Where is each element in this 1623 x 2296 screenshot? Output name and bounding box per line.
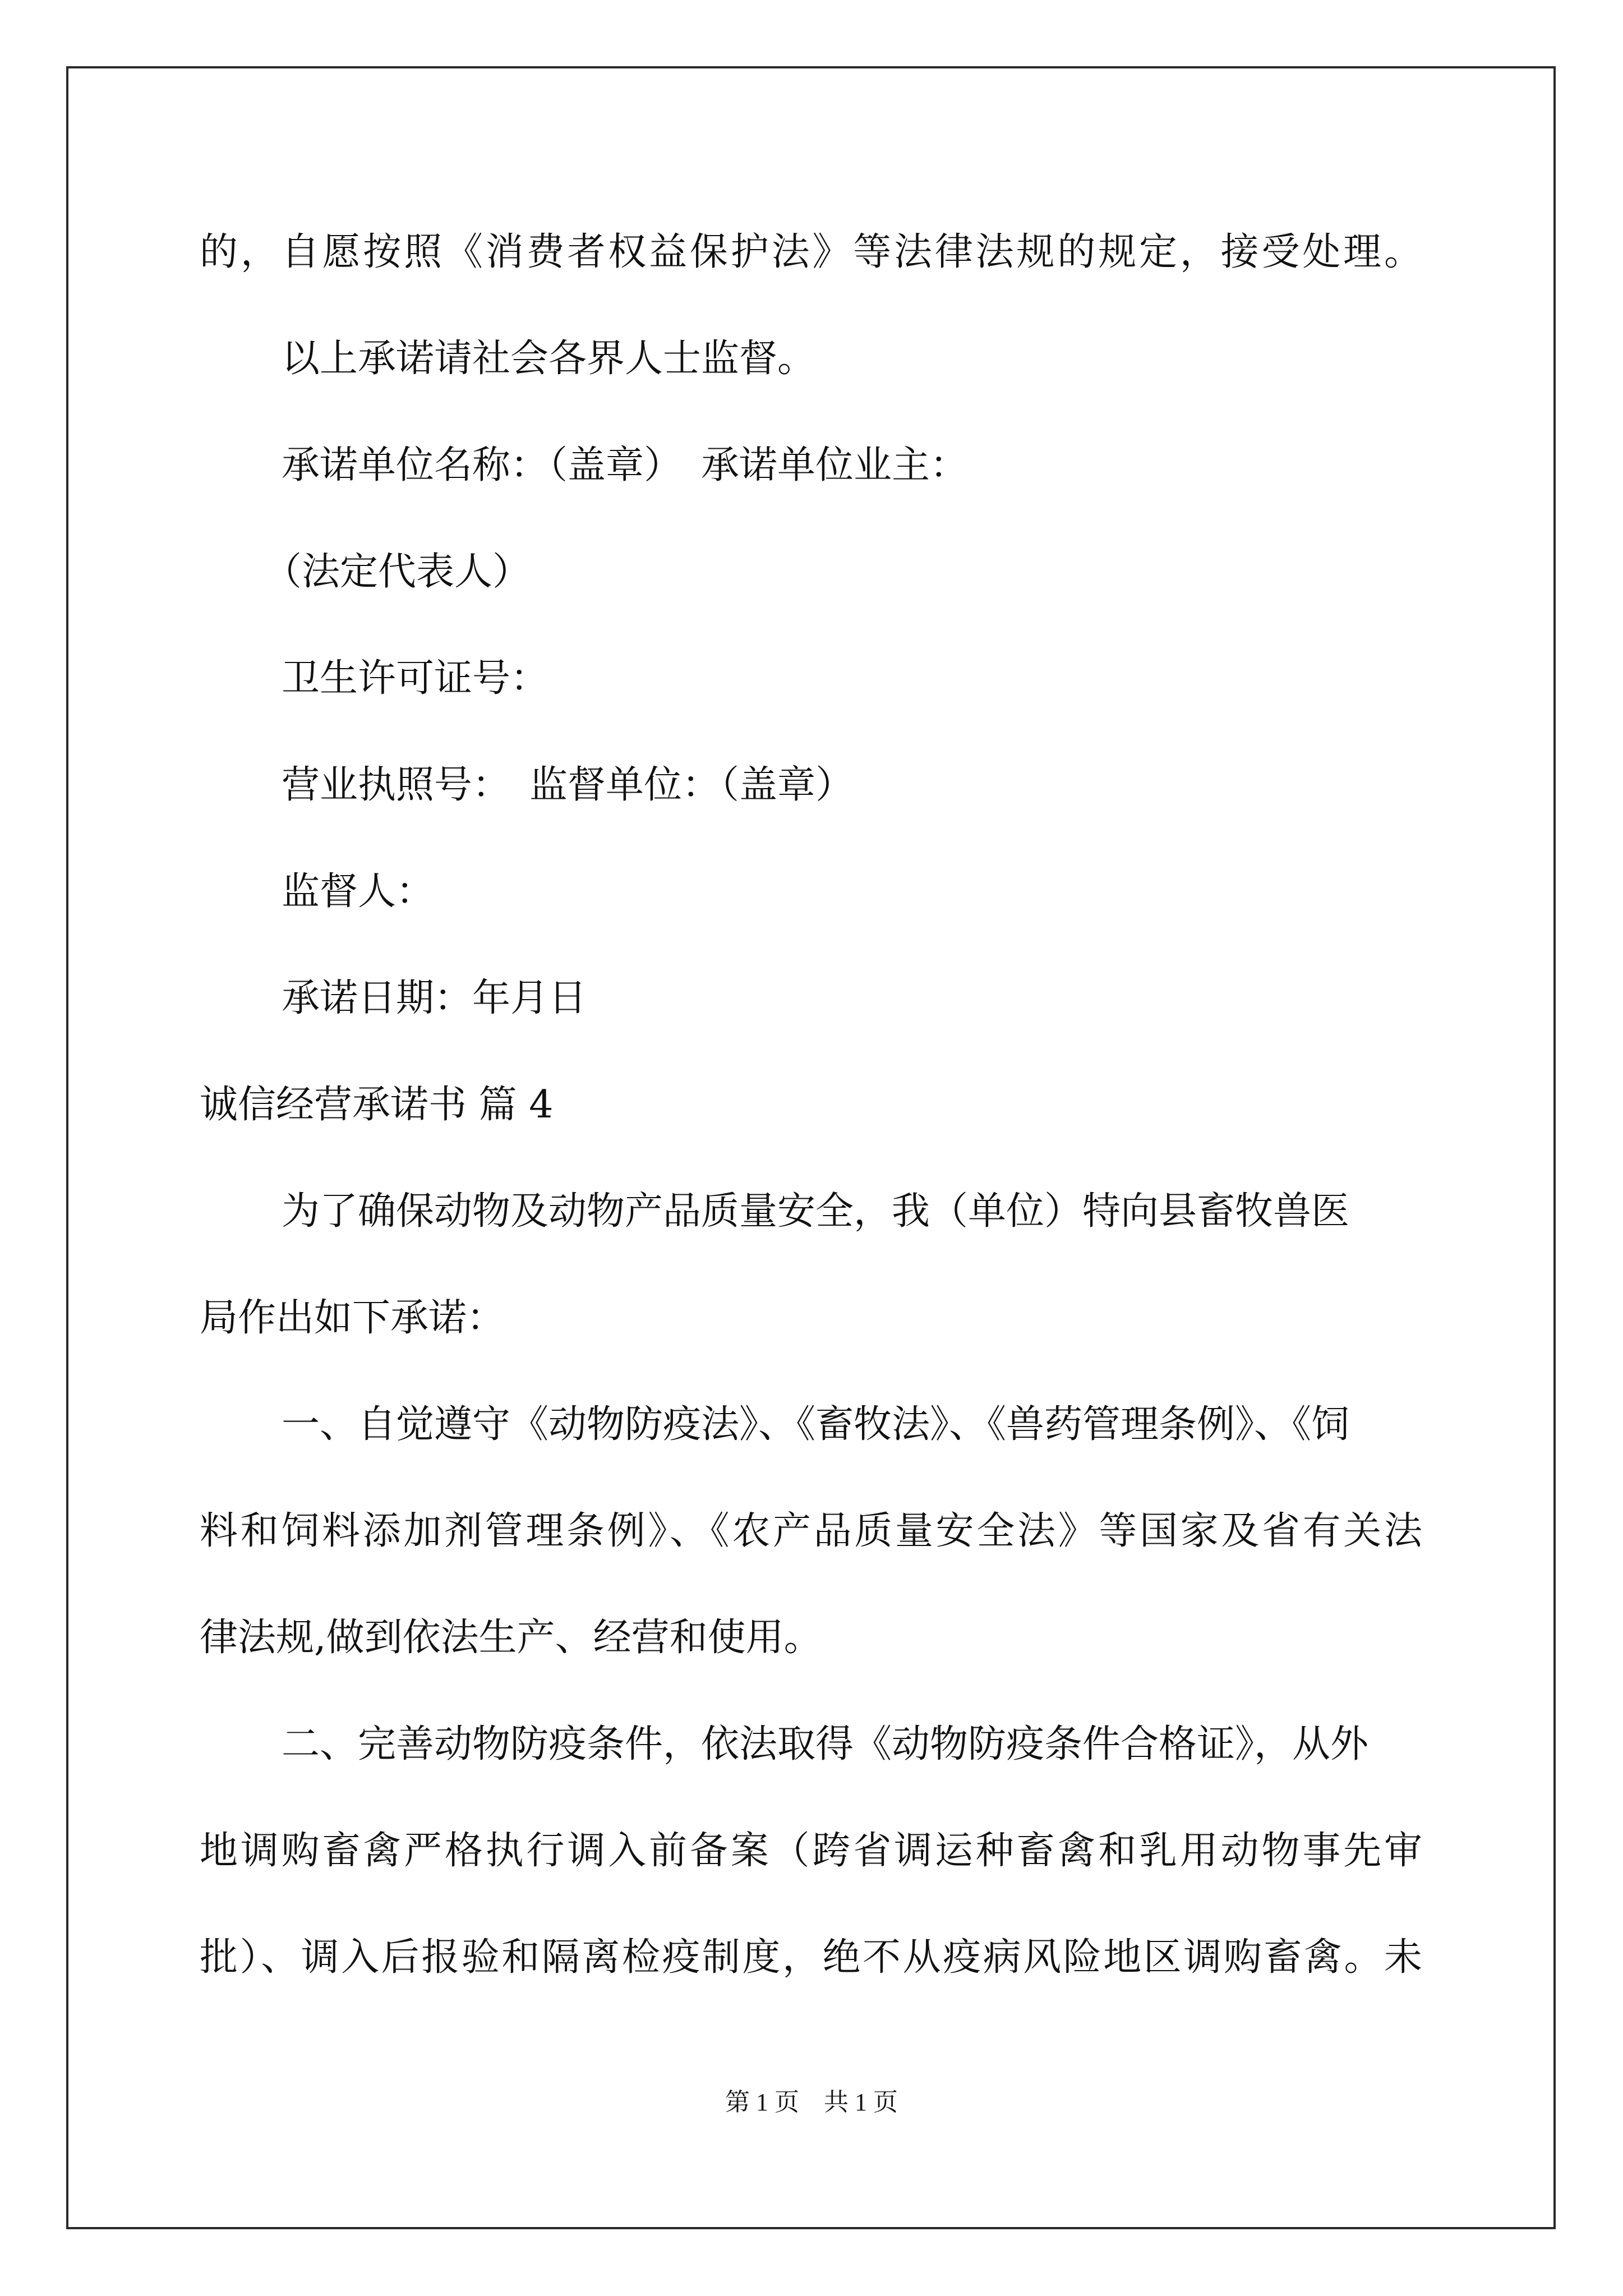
paragraph-line-intro-1: 为了确保动物及动物产品质量安全，我（单位）特向县畜牧兽医 bbox=[282, 1189, 1350, 1234]
signature-line-date: 承诺日期：年月日 bbox=[282, 976, 587, 1020]
paragraph-line-item2-1: 二、完善动物防疫条件，依法取得《动物防疫条件合格证》，从外 bbox=[282, 1722, 1369, 1766]
paragraph-line-1: 的，自愿按照《消费者权益保护法》等法律法规的规定，接受处理。 bbox=[200, 230, 1422, 274]
section-heading: 诚信经营承诺书 篇 4 bbox=[200, 1083, 554, 1127]
page-border bbox=[66, 66, 1556, 2229]
paragraph-line-item2-3: 批）、调入后报验和隔离检疫制度，绝不从疫病风险地区调购畜禽。未 bbox=[200, 1935, 1422, 1980]
signature-line-license: 卫生许可证号： bbox=[282, 656, 549, 701]
page-footer: 第 1 页 共 1 页 bbox=[725, 2088, 898, 2116]
signature-line-legal-rep: （法定代表人） bbox=[264, 550, 531, 594]
signature-line-unit-name: 承诺单位名称：（盖章） 承诺单位业主： bbox=[282, 443, 969, 487]
paragraph-line-intro-2: 局作出如下承诺： bbox=[200, 1296, 505, 1340]
signature-line-supervisor: 监督人： bbox=[282, 869, 435, 914]
paragraph-line-item2-2: 地调购畜禽严格执行调入前备案（跨省调运种畜禽和乳用动物事先审 bbox=[200, 1829, 1422, 1873]
paragraph-line-item1-2: 料和饲料添加剂管理条例》、《农产品质量安全法》等国家及省有关法 bbox=[200, 1509, 1422, 1553]
paragraph-line-item1-3: 律法规,做到依法生产、经营和使用。 bbox=[200, 1616, 822, 1660]
signature-line-business-license: 营业执照号： 监督单位：（盖章） bbox=[282, 763, 854, 807]
paragraph-line-2: 以上承诺请社会各界人士监督。 bbox=[282, 337, 816, 381]
paragraph-line-item1-1: 一、自觉遵守《动物防疫法》、《畜牧法》、《兽药管理条例》、《饲 bbox=[282, 1402, 1350, 1447]
